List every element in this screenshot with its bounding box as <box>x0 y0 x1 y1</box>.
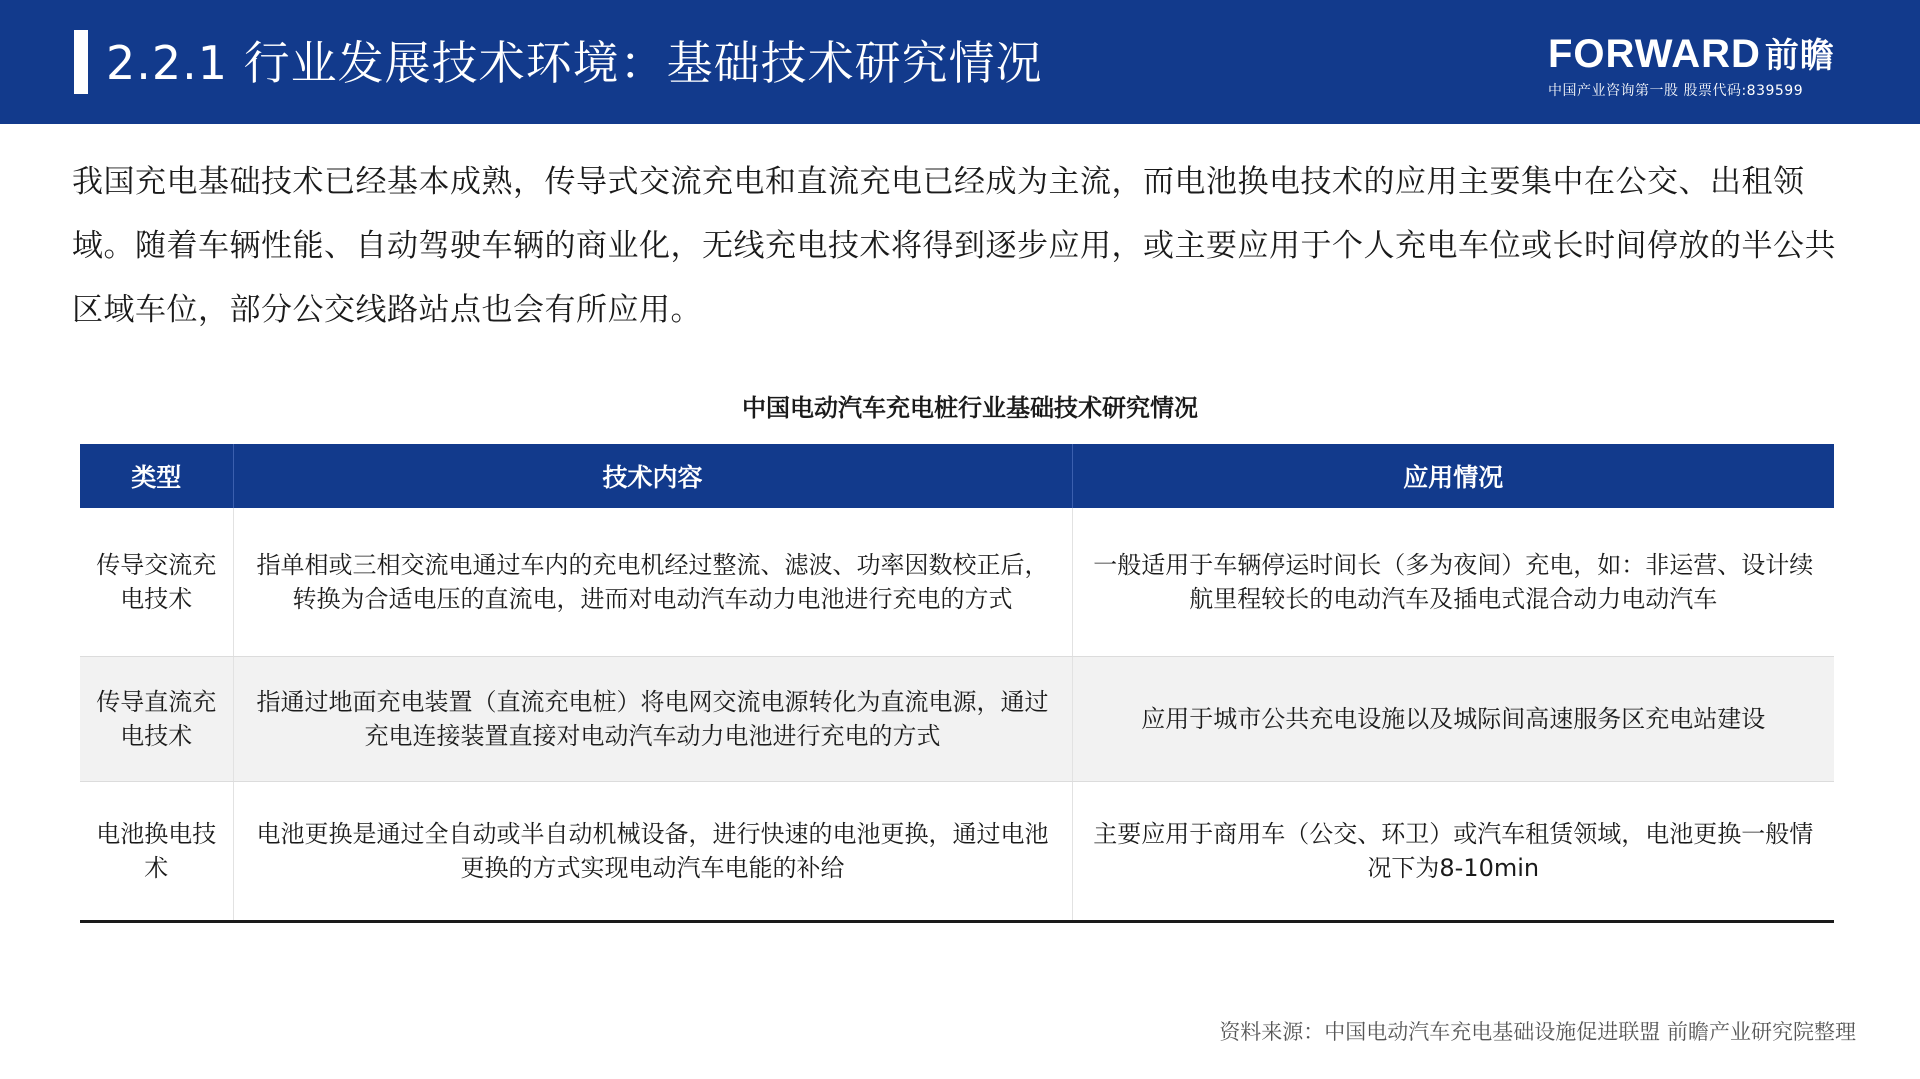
cell-type: 电池换电技术 <box>80 782 233 922</box>
brand-logo <box>1548 34 1848 100</box>
cell-content: 指通过地面充电装置（直流充电桩）将电网交流电源转化为直流电源，通过充电连接装置直接对电动汽车动力电池进行充电的方式 <box>233 657 1072 782</box>
intro-paragraph: 我国充电基础技术已经基本成熟，传导式交流充电和直流充电已经成为主流，而电池换电技术的应用主要集中在公交、出租领域。随着车辆性能、自动驾驶车辆的商业化，无线充电技术将得到逐步应用，或主要应用于个人充电车位或长时间停放的半公共区域车位，部分公交线路站点也会有所应用。 <box>72 164 1836 328</box>
cell-type: 传导交流充电技术 <box>80 508 233 657</box>
header-type: 类型 <box>80 444 233 508</box>
cell-usage: 主要应用于商用车（公交、环卫）或汽车租赁领域，电池更换一般情况下为8-10min <box>1072 782 1834 922</box>
cell-content: 指单相或三相交流电通过车内的充电机经过整流、滤波、功率因数校正后，转换为合适电压的直流电，进而对电动汽车动力电池进行充电的方式 <box>233 508 1072 657</box>
page-title: 2.2.1 行业发展技术环境：基础技术研究情况 <box>106 36 1043 90</box>
cell-type: 传导直流充电技术 <box>80 657 233 782</box>
cell-content: 电池更换是通过全自动或半自动机械设备，进行快速的电池更换，通过电池更换的方式实现电动汽车电能的补给 <box>233 782 1072 922</box>
cell-usage: 应用于城市公共充电设施以及城际间高速服务区充电站建设 <box>1072 657 1834 782</box>
source-note: 资料来源：中国电动汽车充电基础设施促进联盟 前瞻产业研究院整理 <box>1219 1020 1856 1044</box>
table-row <box>80 657 1834 782</box>
brand-subtitle: 中国产业咨询第一股 股票代码:839599 <box>1548 83 1804 99</box>
table-header-row <box>80 444 1834 508</box>
table-caption: 中国电动汽车充电桩行业基础技术研究情况 <box>742 394 1198 422</box>
table-row <box>80 508 1834 657</box>
brand-logo-cn: 前瞻 <box>1764 36 1835 76</box>
tech-table <box>80 444 1834 923</box>
table-row <box>80 782 1834 922</box>
cell-usage: 一般适用于车辆停运时间长（多为夜间）充电，如：非运营、设计续航里程较长的电动汽车及插电式混合动力电动汽车 <box>1072 508 1834 657</box>
header-usage: 应用情况 <box>1072 444 1834 508</box>
brand-logo-text <box>1548 34 1848 74</box>
header-content: 技术内容 <box>233 444 1072 508</box>
header-bar <box>0 0 1920 124</box>
brand-logo-en: FORWARD <box>1548 32 1761 76</box>
title-accent-bar <box>74 30 88 94</box>
